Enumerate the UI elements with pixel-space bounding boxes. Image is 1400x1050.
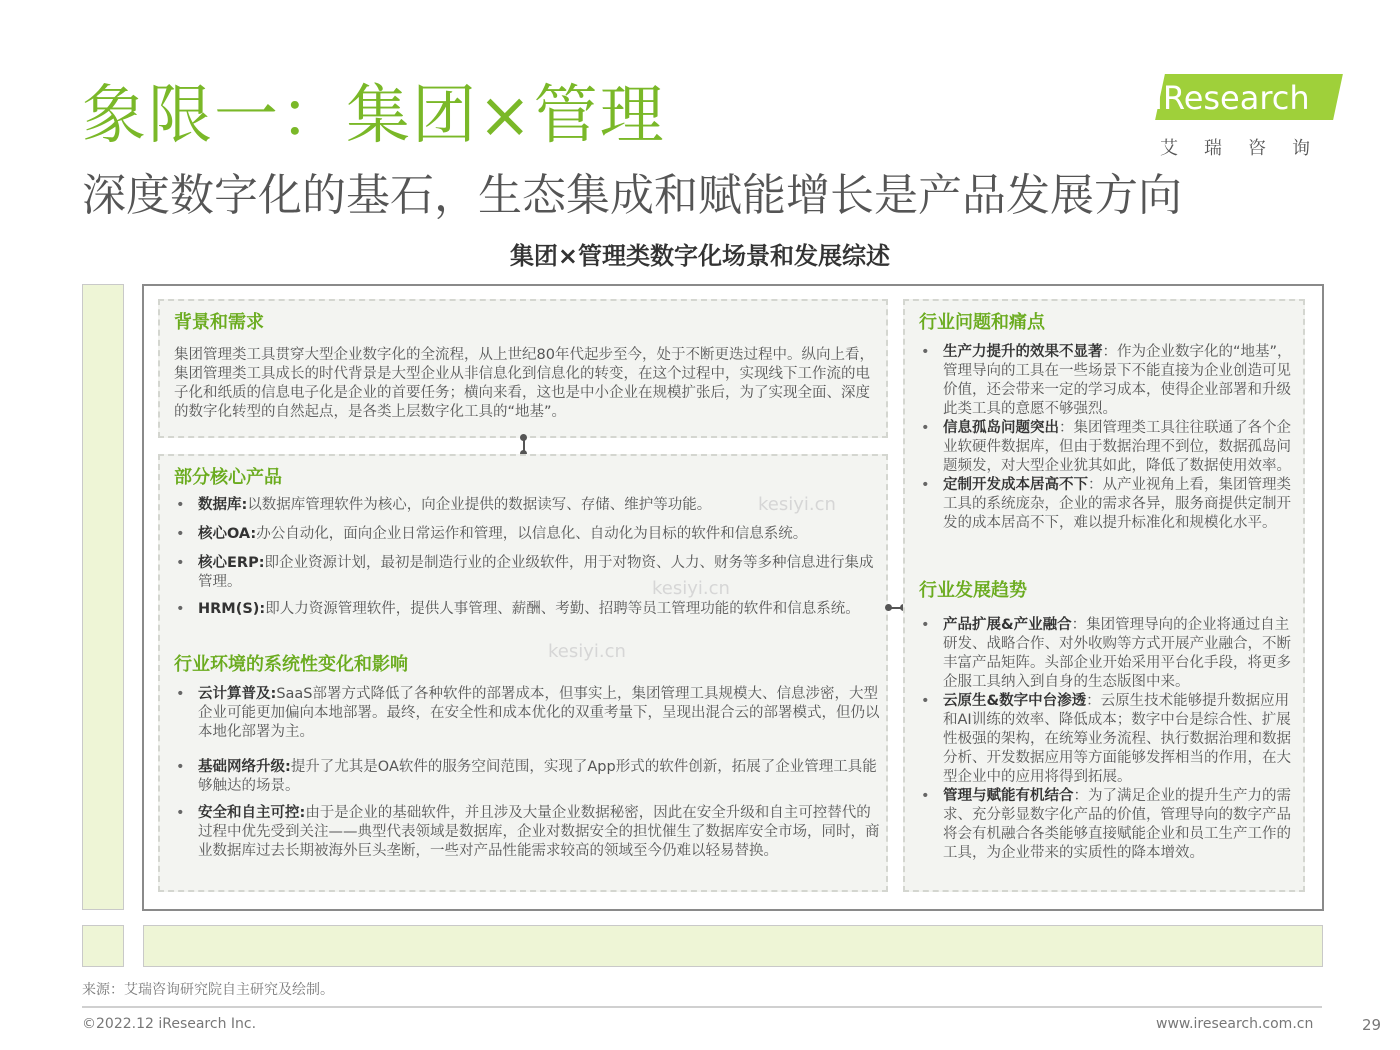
trends-list [915,616,1295,863]
item-label: 云原生&数字中台渗透 [943,693,1087,709]
item-label: 生产力提升的效果不显著 [943,344,1103,360]
pain-points-list [915,343,1295,533]
item-label: 定制开发成本居高不下 [943,477,1088,493]
iresearch-logo [1150,74,1340,164]
list-item [915,419,1295,476]
list-item [915,616,1295,692]
item-text: 即企业资源计划，最初是制造行业的企业级软件，用于对物资、人力、财务等多种信息进行集成管理。 [198,555,874,590]
item-text: 由于是企业的基础软件，并且涉及大量企业数据秘密，因此在安全升级和自主可控替代的过程中优先受到关注——典型代表领域是数据库，企业对数据安全的担忧催生了数据库安全市场，同时，商业数据库过去长期被海外巨头垄断，一些对产品性能需求较高的领域至今仍难以轻易替换。 [198,805,880,859]
item-label: 产品扩展&产业融合 [943,617,1072,633]
left-decor-bar-bottom [82,925,124,967]
item-text: SaaS部署方式降低了各种软件的部署成本，但事实上，集团管理工具规模大、信息涉密，大型企业可能更加偏向本地部署。最终，在安全性和成本优化的双重考量下，呈现出混合云的部署模式，但仍以本地化部署为主。 [198,686,880,740]
footer-divider [82,1006,1322,1008]
item-label: 安全和自主可控: [198,805,306,821]
products-environment-box [158,454,888,892]
item-text: 提升了尤其是OA软件的服务空间范围，实现了App形式的软件创新，拓展了企业管理工具能够触达的场景。 [198,759,877,794]
logo-text: iResearch [1154,79,1310,117]
list-item [915,343,1295,419]
item-text: ：云原生技术能够提升数据应用和AI训练的效率、降低成本；数字中台是综合性、扩展性极强的架构，在统筹业务流程、执行数据治理和数据分析、开发数据应用等方面能够发挥相当的作用，在大型企业中的应用将得到拓展。 [943,693,1291,785]
item-label: 云计算普及: [198,686,277,702]
item-text: ：集团管理类工具往往联通了各个企业软硬件数据库，但由于数据治理不到位，数据孤岛问题频发，对大型企业犹其如此，降低了数据使用效率。 [943,420,1291,474]
section-title: 集团×管理类数字化场景和发展综述 [509,242,891,270]
list-item [170,685,880,742]
item-label: 数据库: [198,497,248,513]
item-label: 管理与赋能有机结合 [943,788,1074,804]
background-heading: 背景和需求 [174,312,264,333]
item-text: 以数据库管理软件为核心，向企业提供的数据读写、存储、维护等功能。 [247,497,712,513]
item-text: ：为了满足企业的提升生产力的需求、充分彰显数字化产品的价值，管理导向的数字产品将会有机融合各类能够直接赋能企业和员工生产工作的工具，为企业带来的实质性的降本增效。 [943,788,1291,861]
source-note: 来源：艾瑞咨询研究院自主研究及绘制。 [82,982,334,998]
trends-heading: 行业发展趋势 [919,580,1027,601]
list-item [170,804,880,861]
item-label: HRM(S): [198,601,266,617]
page-number: 29 [1362,1016,1382,1034]
item-label: 信息孤岛问题突出 [943,420,1059,436]
list-item [915,476,1295,533]
environment-heading: 行业环境的系统性变化和影响 [174,654,408,675]
environment-list [170,685,880,861]
logo-chinese-name: 艾瑞咨询 [1160,138,1336,159]
list-item [915,692,1295,787]
item-text: ：从产业视角上看，集团管理类工具的系统庞杂，企业的需求各异，服务商提供定制开发的成本居高不下，难以提升标准化和规模化水平。 [943,477,1291,531]
watermark: kesiyi.cn [652,578,730,599]
item-text: ：作为企业数字化的“地基”，管理导向的工具在一些场景下不能直接为企业创造可见价值，还会带来一定的学习成本，使得企业部署和升级此类工具的意愿不够强烈。 [943,344,1292,417]
list-item [915,787,1295,863]
list-item [170,554,880,592]
item-text: 即人力资源管理软件，提供人事管理、薪酬、考勤、招聘等员工管理功能的软件和信息系统。 [265,601,860,617]
core-products-heading: 部分核心产品 [174,467,282,488]
list-item [170,758,880,796]
page-subtitle: 深度数字化的基石，生态集成和赋能增长是产品发展方向 [82,170,1182,221]
watermark: kesiyi.cn [758,494,836,515]
background-box [158,299,888,438]
item-text: ：集团管理导向的企业将通过自主研发、战略合作、对外收购等方式开展产业融合，不断丰富产品矩阵。头部企业开始采用平台化手段，将更多企服工具纳入到自身的生态版图中来。 [943,617,1291,690]
page-title: 象限一：集团×管理 [82,79,666,153]
item-text: 办公自动化，面向企业日常运作和管理，以信息化、自动化为目标的软件和信息系统。 [256,526,808,542]
item-label: 核心ERP: [198,555,265,571]
item-label: 核心OA: [198,526,257,542]
list-item [170,600,880,619]
background-text: 集团管理类工具贯穿大型企业数字化的全流程，从上世纪80年代起步至今，处于不断更迭过程中。纵向上看，集团管理类工具成长的时代背景是大型企业从非信息化到信息化的转变，在这个过程中，实现线下工作流的电子化和纸质的信息电子化是企业的首要任务；横向来看，这也是中小企业在规模扩张后，为了实现全面、深度的数字化转型的自然起点，是各类上层数字化工具的“地基”。 [174,347,874,420]
pain-points-heading: 行业问题和痛点 [919,312,1045,333]
item-label: 基础网络升级: [198,759,291,775]
bottom-decor-bar [143,925,1323,967]
copyright: ©2022.12 iResearch Inc. [82,1016,257,1032]
website-link[interactable]: www.iresearch.com.cn [1156,1016,1314,1032]
pain-trends-box [903,299,1305,892]
watermark: kesiyi.cn [548,641,626,662]
left-decor-bar [82,284,124,910]
list-item [170,525,880,544]
